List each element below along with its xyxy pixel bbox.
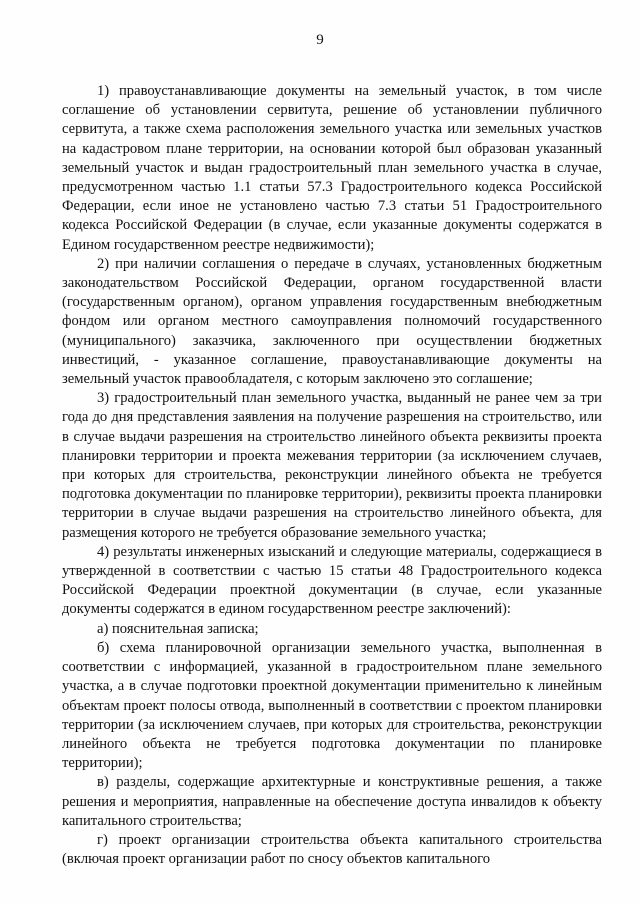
subparagraph-b: б) схема планировочной организации земельного участка, выполненная в соответствии с информацией, указанной в градостроительном плане земельного участка, а в случае подготовки проектной документации применительно к линейным объектам проект полосы отвода, выполненный в соответствии с проектом планировки территории (за исключением случаев, при которых для строительства, реконструкции линейного объекта не требуется подготовка документации по планировке территории); [62, 639, 602, 772]
paragraph-item-3: 3) градостроительный план земельного участка, выданный не ранее чем за три года до дня представления заявления на получение разрешения на строительство, или в случае выдачи разрешения на строительство линейного объекта реквизиты проекта планировки территории и проекта межевания территории (за исключением случаев, при которых для строительства, реконструкции линейного объекта не требуется подготовка документации по планировке территории), реквизиты проекта планировки территории в случае выдачи разрешения на строительство линейного объекта, для размещения которого не требуется образование земельного участка; [62, 390, 602, 541]
document-body [62, 82, 602, 869]
subparagraph-v: в) разделы, содержащие архитектурные и конструктивные решения, а также решения и мероприятия, направленные на обеспечение доступа инвалидов к объекту капитального строительства; [62, 774, 602, 829]
paragraph-item-4: 4) результаты инженерных изысканий и следующие материалы, содержащиеся в утвержденной в соответствии с частью 15 статьи 48 Градостроительного кодекса Российской Федерации проектной документации (в случае, если указанные документы содержатся в едином государственном реестре заключений): [62, 543, 602, 618]
subparagraph-g: г) проект организации строительства объекта капитального строительства (включая проект организации работ по сносу объектов капитального [62, 831, 602, 868]
paragraph-item-1: 1) правоустанавливающие документы на земельный участок, в том числе соглашение об установлении сервитута, решение об установлении публичного сервитута, а также схема расположения земельного участка или земельных участков на кадастровом плане территории, на основании которой был образован указанный земельный участок и выдан градостроительный план земельного участка в случае, предусмотренном частью 1.1 статьи 57.3 Градостроительного кодекса Российской Федерации, если иное не установлено частью 7.3 статьи 51 Градостроительного кодекса Российской Федерации (в случае, если указанные документы содержатся в Едином государственном реестре недвижимости); [62, 83, 602, 253]
page-number: 9 [316, 32, 324, 48]
paragraph-item-2: 2) при наличии соглашения о передаче в случаях, установленных бюджетным законодательством Российской Федерации, органом государственной власти (государственным органом), органом управления государственным внебюджетным фондом или органом местного самоуправления полномочий государственного (муниципального) заказчика, заключенного при осуществлении бюджетных инвестиций, - указанное соглашение, правоустанавливающие документы на земельный участок правообладателя, с которым заключено это соглашение; [62, 255, 602, 388]
subparagraph-a: а) пояснительная записка; [97, 620, 259, 637]
